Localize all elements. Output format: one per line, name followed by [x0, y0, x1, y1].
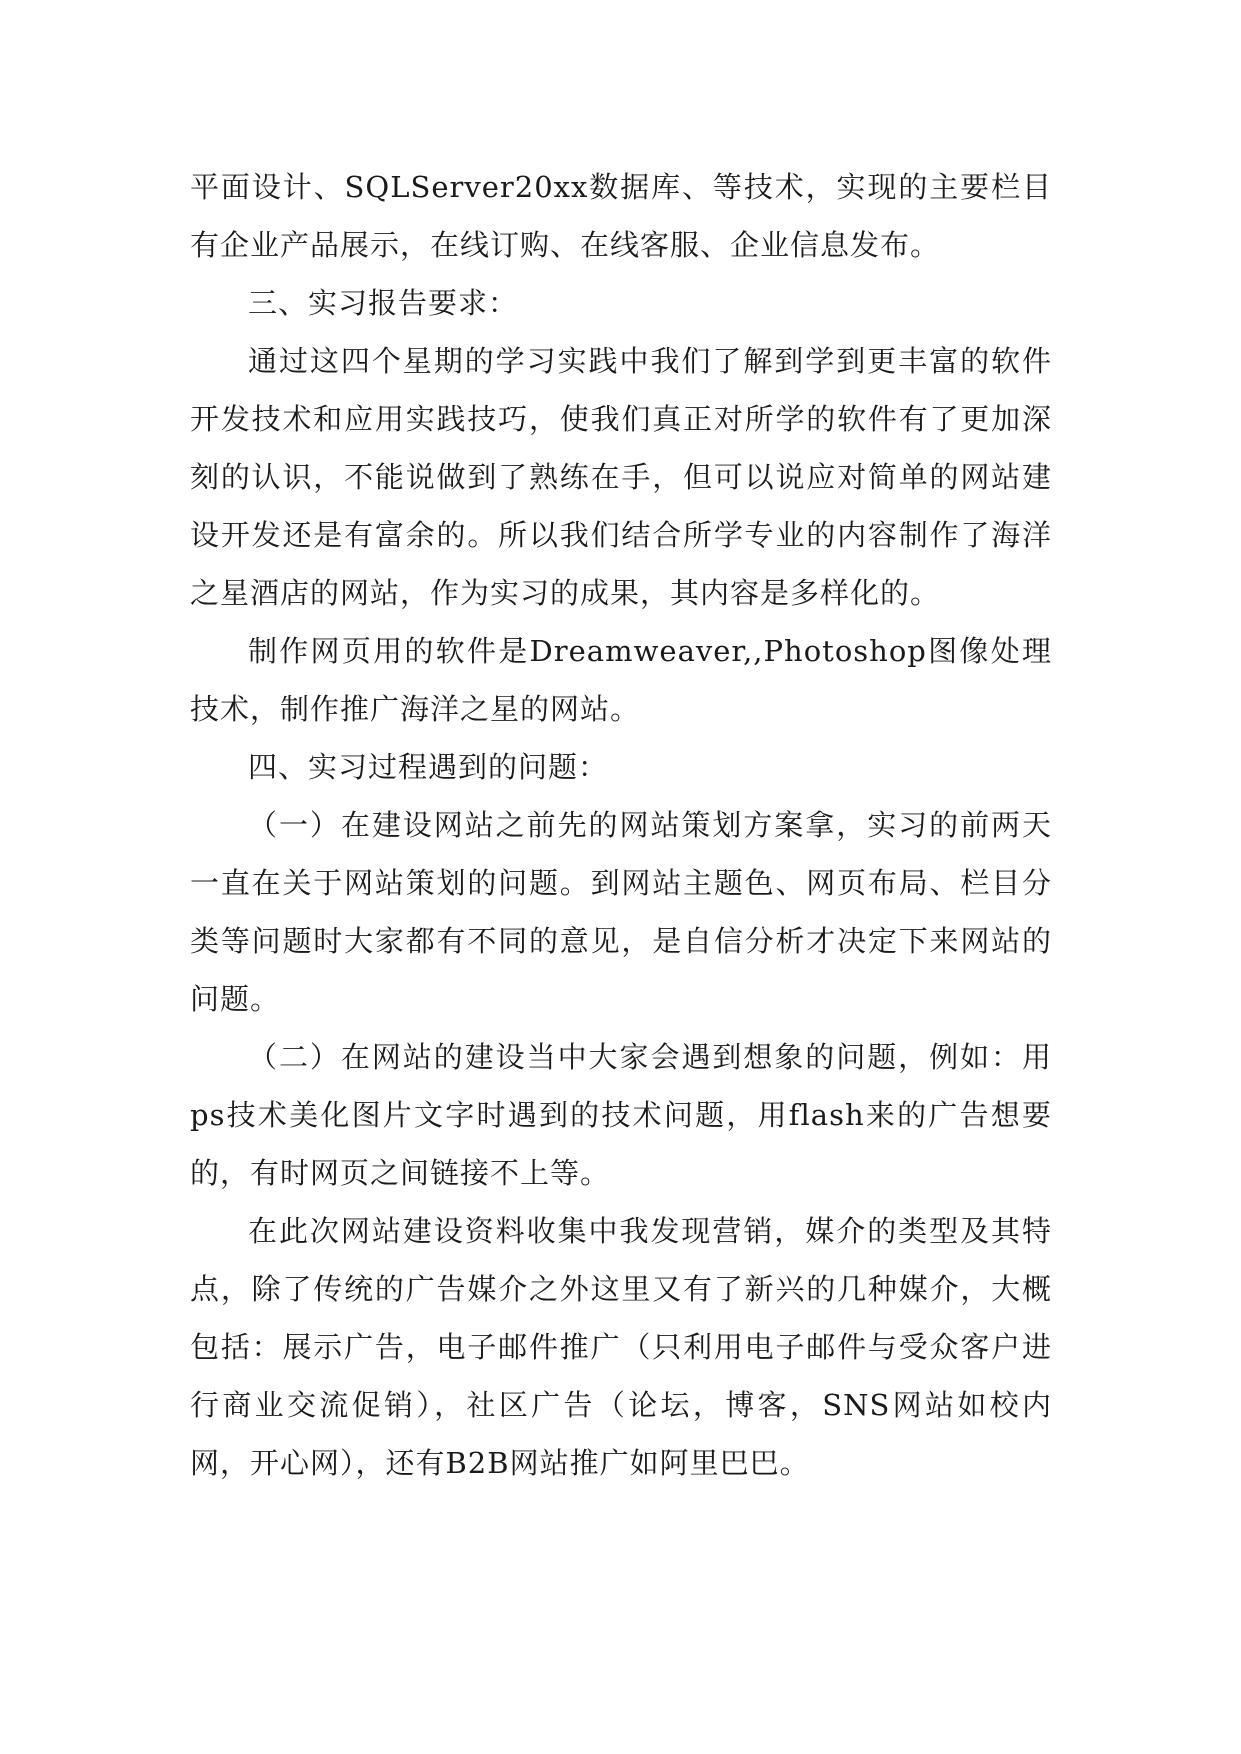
paragraph-learning-summary: 通过这四个星期的学习实践中我们了解到学到更丰富的软件开发技术和应用实践技巧，使我们真正对所学的软件有了更加深刻的认识，不能说做到了熟练在手，但可以说应对简单的网站建设开发还是有富余的。所以我们结合所学专业的内容制作了海洋之星酒店的网站，作为实习的成果，其内容是多样化的。 — [190, 344, 1052, 610]
paragraph-software-used: 制作网页用的软件是Dreamweaver,,Photoshop图像处理技术，制作推广海洋之星的网站。 — [190, 634, 1052, 726]
paragraph-continuation: 平面设计、SQLServer20xx数据库、等技术，实现的主要栏目有企业产品展示，在线订购、在线客服、企业信息发布。 — [190, 170, 1052, 262]
paragraph-media-findings: 在此次网站建设资料收集中我发现营销，媒介的类型及其特点，除了传统的广告媒介之外这里又有了新兴的几种媒介，大概包括：展示广告，电子邮件推广（只利用电子邮件与受众客户进行商业交流促销），社区广告（论坛，博客，SNS网站如校内网，开心网），还有B2B网站推广如阿里巴巴。 — [190, 1214, 1052, 1480]
heading-section-four: 四、实习过程遇到的问题： — [248, 750, 609, 784]
heading-section-three: 三、实习报告要求： — [248, 286, 519, 320]
paragraph-problem-two: （二）在网站的建设当中大家会遇到想象的问题，例如：用ps技术美化图片文字时遇到的技术问题，用flash来的广告想要的，有时网页之间链接不上等。 — [190, 1040, 1052, 1190]
paragraph-problem-one: （一）在建设网站之前先的网站策划方案拿，实习的前两天一直在关于网站策划的问题。到网站主题色、网页布局、栏目分类等问题时大家都有不同的意见，是自信分析才决定下来网站的问题。 — [190, 808, 1052, 1016]
body-text — [190, 158, 1052, 1492]
